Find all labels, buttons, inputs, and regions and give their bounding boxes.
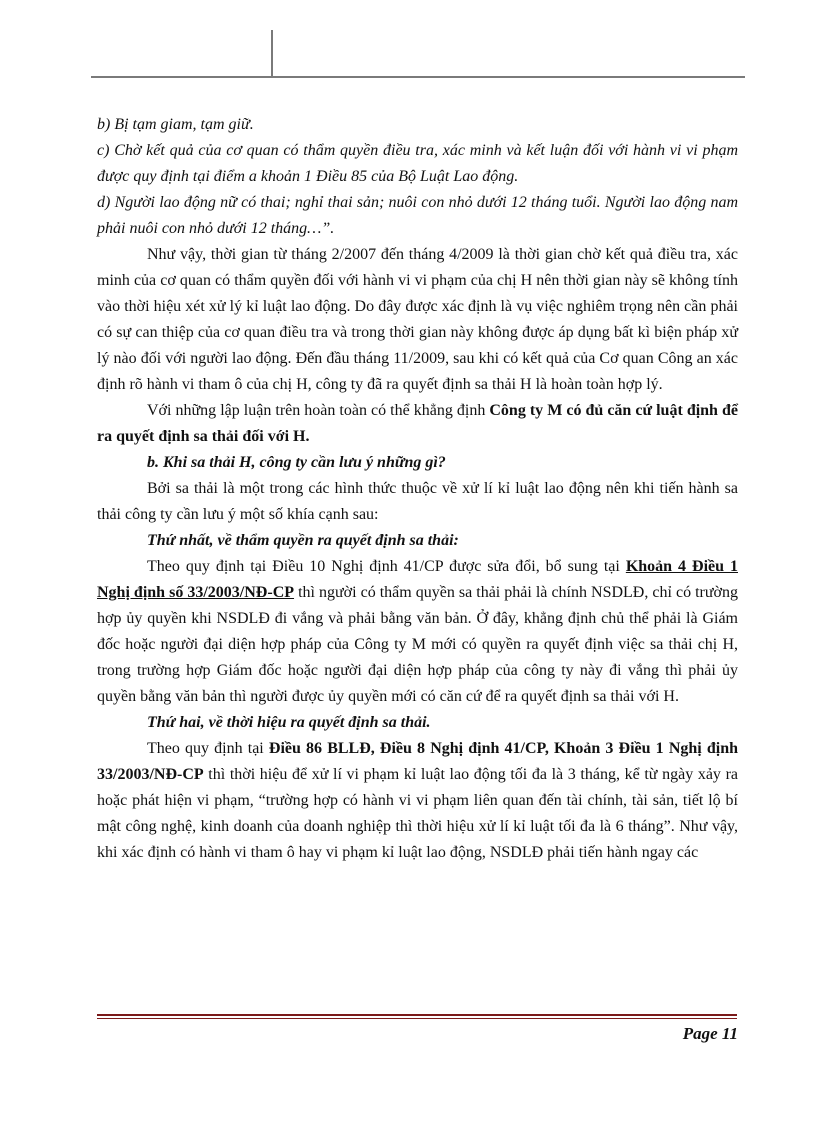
header-divider-vertical <box>271 30 273 76</box>
heading-first: Thứ nhất, về thẩm quyền ra quyết định sa thải: <box>147 532 459 549</box>
paragraph-5-lead: Theo quy định tại <box>147 740 269 757</box>
paragraph-2-conclusion: Công ty M có đủ căn cứ luật định để ra quyết định sa thải đối với H. <box>97 402 738 445</box>
paragraph-4-lead: Theo quy định tại Điều 10 Nghị định 41/CP được sửa đổi, bổ sung tại <box>147 558 626 575</box>
paragraph-3: Bởi sa thải là một trong các hình thức thuộc về xử lí kỉ luật lao động nên khi tiến hành sa thải công ty cần lưu ý một số khía cạnh sau: <box>97 480 738 523</box>
legal-reference-link[interactable]: Khoản 4 Điều 1 Nghị định số 33/2003/NĐ-CP <box>97 558 738 601</box>
paragraph-5 <box>97 736 738 866</box>
page-number: Page 11 <box>682 1024 738 1043</box>
document-body <box>97 112 738 866</box>
paragraph-4-rest: thì người có thẩm quyền sa thải phải là chính NSDLĐ, chỉ có trường hợp ủy quyền khi NSDLĐ đi vắng và phải bằng văn bản. Ở đây, khẳng định chủ thể phải là Giám đốc hoặc người đại diện hợp pháp của Công ty M mới có quyền ra quyết định việc sa thải chị H, trong trường hợp Giám đốc hoặc người đại diện hợp pháp của công ty này đi vắng thì phải ủy quyền bằng văn bản thì người được ủy quyền mới có căn cứ để ra quyết định sa thải với H. <box>97 584 739 705</box>
list-item-c: c) Chờ kết quả của cơ quan có thẩm quyền điều tra, xác minh và kết luận đối với hành vi vi phạm được quy định tại điểm a khoản 1 Điều 85 của Bộ Luật Lao động. <box>97 142 738 185</box>
footer-rule-thick <box>97 1014 737 1016</box>
list-item-b: b) Bị tạm giam, tạm giữ. <box>97 116 254 133</box>
footer-rule-thin <box>97 1018 737 1019</box>
heading-section-b: b. Khi sa thải H, công ty cần lưu ý những gì? <box>147 454 446 471</box>
paragraph-2-text: Với những lập luận trên hoàn toàn có thể khẳng định <box>147 402 490 419</box>
paragraph-1: Như vậy, thời gian từ tháng 2/2007 đến tháng 4/2009 là thời gian chờ kết quả điều tra, xác minh của cơ quan có thẩm quyền đối với hành vi vi phạm của chị H nên thời gian này sẽ không tính vào thời hiệu xét xử lý kỉ luật lao động. Do đây được xác định là vụ việc nghiêm trọng nên cần phải có sự can thiệp của cơ quan điều tra và trong thời gian này không được áp dụng bất kì biện pháp xử lý nào đối với người lao động. Đến đầu tháng 11/2009, sau khi có kết quả của Cơ quan Công an xác định rõ hành vi tham ô của chị H, công ty đã ra quyết định sa thải H là hoàn toàn hợp lý. <box>97 246 738 393</box>
header-rule <box>91 76 745 78</box>
paragraph-2 <box>97 398 738 450</box>
heading-second: Thứ hai, về thời hiệu ra quyết định sa thải. <box>147 714 431 731</box>
paragraph-5-rest: thì thời hiệu để xử lí vi phạm kỉ luật lao động tối đa là 3 tháng, kể từ ngày xảy ra hoặc phát hiện vi phạm, “trường hợp có hành vi vi phạm liên quan đến tài chính, tài sản, tiết lộ bí mật công nghệ, kinh doanh của doanh nghiệp thì thời hiệu xử lí kỉ luật tối đa là 6 tháng”. Như vậy, khi xác định có hành vi tham ô hay vi phạm kỉ luật lao động, NSDLĐ phải tiến hành ngay các <box>97 766 738 861</box>
paragraph-4 <box>97 554 738 710</box>
paragraph-5-references: Điều 86 BLLĐ, Điều 8 Nghị định 41/CP, Khoản 3 Điều 1 Nghị định 33/2003/NĐ-CP <box>97 740 739 783</box>
list-item-d: d) Người lao động nữ có thai; nghỉ thai sản; nuôi con nhỏ dưới 12 tháng tuổi. Người lao động nam phải nuôi con nhỏ dưới 12 tháng…”. <box>97 194 738 237</box>
